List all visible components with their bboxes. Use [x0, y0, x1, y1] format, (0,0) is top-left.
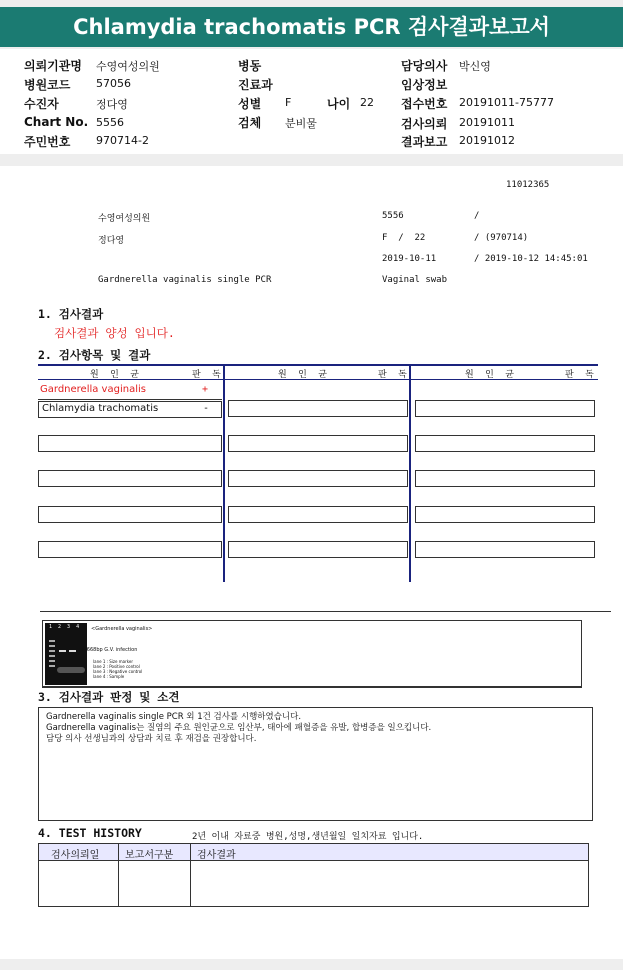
empty-cell: [228, 470, 408, 487]
request-value: 20191011: [459, 116, 515, 129]
gel-legend-line: lane 1 : Size marker: [93, 659, 134, 664]
receipt-value: 20191011-75777: [459, 96, 554, 109]
doc-number: 11012365: [506, 180, 550, 190]
empty-cell: [415, 400, 595, 417]
sheet-report-datetime: / 2019-10-12 14:45:01: [474, 254, 588, 264]
empty-cell: [228, 541, 408, 558]
result-summary: 검사결과 양성 입니다.: [54, 326, 175, 340]
report-date-value: 20191012: [459, 134, 515, 147]
dept-label: 진료과: [238, 78, 273, 92]
section3-title: 3. 검사결과 판정 및 소견: [38, 690, 180, 704]
empty-cell: [415, 541, 595, 558]
age-value: 22: [360, 96, 374, 109]
sex-label: 성별: [238, 97, 262, 111]
chart-value: 5556: [96, 116, 124, 129]
sheet-chart: 5556: [382, 211, 404, 221]
gel-lanes: 1 2 3 4: [49, 624, 80, 630]
sheet-hospital: 수영여성의원: [98, 214, 151, 224]
history-col-divider: [118, 844, 119, 906]
empty-cell: [228, 435, 408, 452]
column-divider-1: [223, 364, 225, 582]
col-judge-3: 판 독: [565, 370, 597, 380]
doctor-label: 담당의사: [401, 59, 448, 73]
gel-legend-line: lane 2 : Positive control: [93, 664, 140, 669]
pathogen-result: +: [202, 384, 209, 395]
gel-band-label: ← 668bp G.V. infection: [81, 647, 138, 653]
empty-cell: [38, 506, 222, 523]
patient-value: 정다영: [96, 98, 128, 111]
table-row: [38, 383, 222, 400]
table-top-rule: [38, 364, 598, 366]
history-col-divider: [190, 844, 191, 906]
history-table: [38, 843, 589, 907]
empty-cell: [415, 470, 595, 487]
history-col-request-date: 검사의뢰일: [51, 850, 100, 861]
column-divider-2: [409, 364, 411, 582]
history-note: 2년 이내 자료중 병원,성명,생년월일 일치자료 입니다.: [192, 832, 424, 842]
code-label: 병원코드: [24, 78, 71, 92]
gel-legend-line: lane 4 : Sample: [93, 674, 125, 679]
gel-band: [59, 650, 66, 652]
report-date-label: 결과보고: [401, 135, 448, 149]
gel-caption: <Gardnerella vaginalis>: [91, 626, 153, 632]
col-pathogen-3: 원 인 균: [465, 370, 517, 380]
specimen-label: 검체: [238, 116, 262, 130]
ward-label: 병동: [238, 59, 262, 73]
gel-top-rule: [40, 611, 611, 612]
pathogen-result: -: [203, 403, 210, 414]
report-sheet: [0, 166, 623, 959]
doctor-value: 박신영: [459, 60, 491, 73]
sheet-patient: 정다영: [98, 236, 125, 246]
findings-box: [38, 707, 593, 821]
finding-line: Gardnerella vaginalis는 질염의 주요 원인균으로 임산부, 태아에 패혈증을 유발, 합병증을 일으킵니다.: [46, 723, 432, 733]
gel-legend-line: lane 3 : Negative control: [93, 669, 143, 674]
col-judge-2: 판 독: [378, 370, 410, 380]
pathogen-name: Chlamydia trachomatis: [42, 403, 159, 414]
hospital-label: 의뢰기관명: [24, 59, 82, 73]
age-label: 나이: [327, 97, 351, 111]
hospital-value: 수영여성의원: [96, 60, 160, 73]
section2-title: 2. 검사항목 및 결과: [38, 348, 151, 362]
finding-line: Gardnerella vaginalis single PCR 외 1건 검사를 시행하였습니다.: [46, 712, 302, 722]
sex-value: F: [285, 96, 292, 109]
patient-info-panel: [0, 49, 623, 154]
gel-band: [69, 650, 76, 652]
empty-cell: [38, 541, 222, 558]
empty-cell: [38, 435, 222, 452]
clinical-label: 임상정보: [401, 78, 448, 92]
history-col-report-type: 보고서구분: [125, 850, 174, 861]
id-value: 970714-2: [96, 134, 149, 147]
id-label: 주민번호: [24, 135, 71, 149]
sheet-test-name: Gardnerella vaginalis single PCR: [98, 275, 272, 285]
finding-line: 담당 의사 선생님과의 상담과 치료 후 재검을 권장합니다.: [46, 734, 257, 744]
section4-title: 4. TEST HISTORY: [38, 826, 142, 840]
empty-cell: [228, 506, 408, 523]
empty-cell: [228, 400, 408, 417]
patient-label: 수진자: [24, 97, 59, 111]
report-title: Chlamydia trachomatis PCR 검사결과보고서: [0, 7, 623, 47]
sheet-sex-age: F / 22: [382, 233, 426, 243]
col-judge-1: 판 독: [192, 370, 224, 380]
table-row: [38, 401, 222, 418]
gel-photo: [45, 623, 87, 685]
empty-cell: [415, 435, 595, 452]
size-marker-ladder: [49, 637, 55, 667]
sheet-slash: /: [474, 211, 480, 221]
empty-cell: [415, 506, 595, 523]
chart-label: Chart No.: [24, 115, 89, 129]
sheet-request-date: 2019-10-11: [382, 254, 437, 264]
gel-band-text: 668bp G.V. infection: [86, 647, 138, 653]
code-value: 57056: [96, 77, 131, 90]
section1-title: 1. 검사결과: [38, 307, 104, 321]
specimen-value: 분비물: [285, 117, 317, 130]
history-header-row: [39, 844, 588, 861]
col-pathogen-2: 원 인 균: [278, 370, 330, 380]
receipt-label: 접수번호: [401, 97, 448, 111]
sheet-specimen: Vaginal swab: [382, 275, 448, 285]
empty-cell: [38, 470, 222, 487]
request-label: 검사의뢰: [401, 117, 448, 131]
pathogen-name: Gardnerella vaginalis: [40, 384, 146, 395]
gel-legend: [93, 659, 142, 679]
history-col-result: 검사결과: [197, 850, 236, 861]
gel-figure: [42, 620, 582, 688]
col-pathogen-1: 원 인 균: [90, 370, 142, 380]
sheet-id: / (970714): [474, 233, 529, 243]
primer-dimer-smear: [57, 667, 85, 673]
